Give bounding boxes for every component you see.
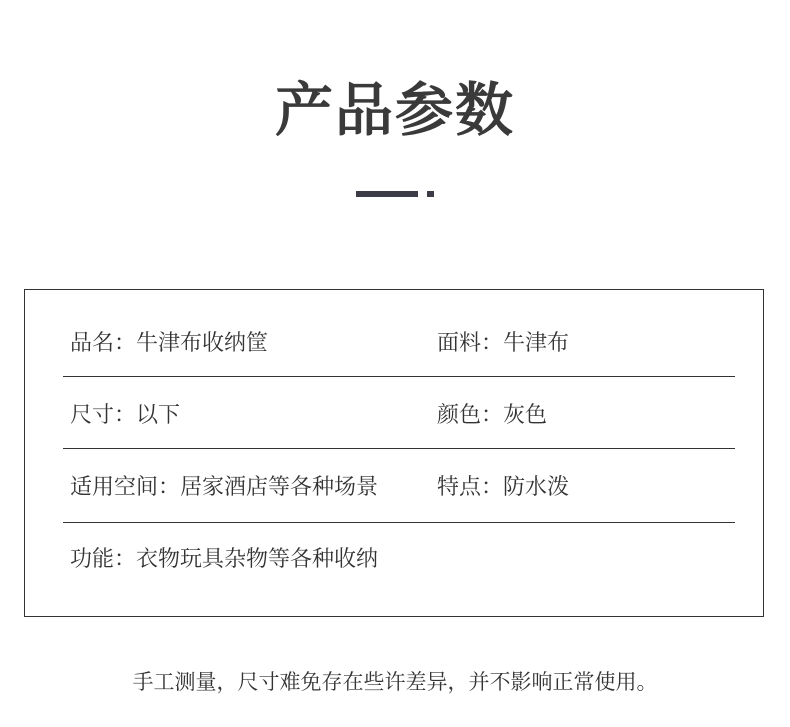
spec-item-name bbox=[70, 324, 268, 364]
spec-divider bbox=[63, 376, 735, 377]
spec-item-space bbox=[70, 468, 378, 508]
spec-label-function: 功能： bbox=[70, 547, 137, 572]
spec-item-feature bbox=[437, 468, 569, 508]
spec-item-function bbox=[70, 540, 378, 580]
spec-item-color bbox=[437, 396, 547, 436]
spec-row-space-feature bbox=[63, 468, 735, 508]
page-title: 产品参数 bbox=[274, 76, 515, 144]
spec-value-size: 以下 bbox=[136, 403, 181, 428]
spec-table bbox=[24, 289, 764, 617]
spec-row-size-color bbox=[63, 396, 735, 436]
spec-value-color: 灰色 bbox=[503, 403, 548, 428]
spec-label-space: 适用空间： bbox=[70, 475, 181, 500]
spec-item-size bbox=[70, 396, 180, 436]
spec-row-name-fabric bbox=[63, 324, 735, 364]
spec-label-color: 颜色： bbox=[437, 403, 504, 428]
spec-label-fabric: 面料： bbox=[437, 331, 504, 356]
spec-label-size: 尺寸： bbox=[70, 403, 137, 428]
spec-label-name: 品名： bbox=[70, 331, 137, 356]
title-underline-dot bbox=[427, 191, 434, 197]
spec-divider bbox=[63, 522, 735, 523]
spec-value-function: 衣物玩具杂物等各种收纳 bbox=[136, 547, 379, 572]
spec-item-fabric bbox=[437, 324, 569, 364]
title-underline-dash bbox=[356, 191, 418, 197]
spec-value-name: 牛津布收纳筐 bbox=[136, 331, 269, 356]
measurement-footnote: 手工测量，尺寸难免存在些许差异，并不影响正常使用。 bbox=[132, 670, 658, 694]
spec-value-fabric: 牛津布 bbox=[503, 331, 570, 356]
spec-value-space: 居家酒店等各种场景 bbox=[180, 475, 379, 500]
spec-label-feature: 特点： bbox=[437, 475, 504, 500]
spec-value-feature: 防水泼 bbox=[503, 475, 570, 500]
spec-divider bbox=[63, 448, 735, 449]
spec-row-function bbox=[63, 540, 735, 580]
